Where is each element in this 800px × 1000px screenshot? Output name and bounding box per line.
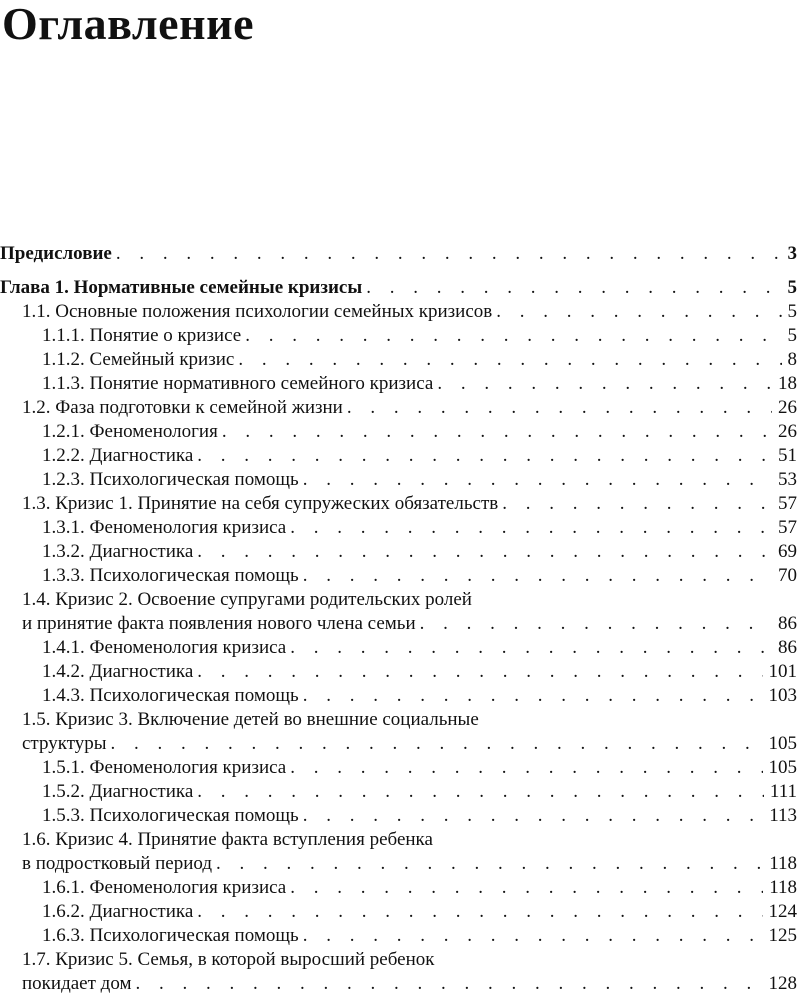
dot-leader — [197, 444, 772, 468]
toc-entry[interactable] — [0, 636, 797, 660]
toc-page-number: 86 — [778, 637, 797, 658]
toc-entry-label: 1.4.1. Феноменология кризиса — [42, 637, 287, 658]
dot-leader — [290, 876, 763, 900]
dot-leader — [303, 804, 764, 828]
dot-leader — [502, 492, 772, 516]
toc-entry-label: 1.1. Основные положения психологии семейных кризисов — [22, 301, 493, 322]
toc-entry-label: 1.6.2. Диагностика — [42, 901, 194, 922]
page-title: Оглавление — [2, 0, 255, 49]
toc-entry-label: 1.1.1. Понятие о кризисе — [42, 325, 242, 346]
toc-entry[interactable] — [0, 756, 797, 780]
dot-leader — [303, 564, 772, 588]
toc-page-number: 105 — [768, 733, 797, 754]
toc-entry-label-continued: в подростковый период — [22, 853, 213, 874]
toc-entry[interactable] — [0, 828, 797, 876]
toc-entry-label: 1.6.3. Психологическая помощь — [42, 925, 299, 946]
toc-page-number: 26 — [778, 421, 797, 442]
toc-entry[interactable] — [0, 540, 797, 564]
toc-entry-label: 1.3.3. Психологическая помощь — [42, 565, 299, 586]
toc-page-number: 26 — [778, 397, 797, 418]
toc-page-number: 8 — [787, 349, 797, 370]
dot-leader — [496, 300, 781, 324]
toc-entry[interactable] — [0, 396, 797, 420]
toc-entry-label: 1.4.3. Психологическая помощь — [42, 685, 299, 706]
toc-entry[interactable] — [0, 780, 797, 804]
toc-entry-label: 1.3.2. Диагностика — [42, 541, 194, 562]
toc-entry-label: 1.7. Кризис 5. Семья, в которой выросший ребенок — [22, 949, 435, 970]
toc-entry[interactable] — [0, 684, 797, 708]
toc-entry-label-continued: структуры — [22, 733, 107, 754]
toc-entry-label: 1.1.3. Понятие нормативного семейного кризиса — [42, 373, 434, 394]
dot-leader — [197, 780, 764, 804]
toc-page-number: 125 — [768, 925, 797, 946]
toc-entry-label: 1.4. Кризис 2. Освоение супругами родительских ролей — [22, 589, 472, 610]
toc-entry[interactable] — [0, 900, 797, 924]
dot-leader — [290, 756, 762, 780]
dot-leader — [303, 468, 772, 492]
toc-entry[interactable] — [0, 804, 797, 828]
dot-leader — [222, 420, 772, 444]
dot-leader — [347, 396, 772, 420]
toc-entry[interactable] — [0, 420, 797, 444]
dot-leader — [116, 242, 782, 266]
toc-entry[interactable] — [0, 348, 797, 372]
toc-entry-label: 1.5.1. Феноменология кризиса — [42, 757, 287, 778]
dot-leader — [216, 852, 763, 876]
dot-leader — [197, 660, 762, 684]
dot-leader — [290, 516, 772, 540]
dot-leader — [197, 900, 762, 924]
toc-entry[interactable] — [0, 924, 797, 948]
toc-page-number: 57 — [778, 493, 797, 514]
toc-entry[interactable] — [0, 708, 797, 756]
toc-page-number: 53 — [778, 469, 797, 490]
toc-page-number: 103 — [768, 685, 797, 706]
toc-page-number: 69 — [778, 541, 797, 562]
toc-entry-label: 1.4.2. Диагностика — [42, 661, 194, 682]
toc-entry[interactable] — [0, 444, 797, 468]
toc-page-number: 105 — [768, 757, 797, 778]
toc-entry[interactable] — [0, 564, 797, 588]
dot-leader — [437, 372, 772, 396]
toc-entry-label: 1.2. Фаза подготовки к семейной жизни — [22, 397, 343, 418]
toc-entry[interactable] — [0, 660, 797, 684]
toc-page-number: 3 — [787, 243, 797, 264]
toc-page-number: 118 — [769, 877, 797, 898]
toc-page-number: 57 — [778, 517, 797, 538]
dot-leader — [245, 324, 781, 348]
toc-entry-label: 1.2.2. Диагностика — [42, 445, 194, 466]
toc-entry[interactable] — [0, 588, 797, 636]
toc-entry-label: 1.5.3. Психологическая помощь — [42, 805, 299, 826]
toc-entry[interactable] — [0, 516, 797, 540]
toc-entry-label: 1.3.1. Феноменология кризиса — [42, 517, 287, 538]
dot-leader — [111, 732, 763, 756]
toc-page-number: 111 — [769, 781, 797, 802]
toc-entry-label: 1.6.1. Феноменология кризиса — [42, 877, 287, 898]
dot-leader — [303, 924, 763, 948]
toc-entry[interactable] — [0, 468, 797, 492]
toc-entry[interactable] — [0, 324, 797, 348]
toc-entry-label: 1.3. Кризис 1. Принятие на себя супружеских обязательств — [22, 493, 499, 514]
toc-page-number: 5 — [787, 325, 797, 346]
toc-entry[interactable] — [0, 276, 797, 300]
dot-leader — [420, 612, 772, 636]
toc-entry[interactable] — [0, 492, 797, 516]
toc-entry-label-continued: покидает дом — [22, 973, 132, 994]
toc-entry-label: 1.1.2. Семейный кризис — [42, 349, 235, 370]
toc-page-number: 51 — [778, 445, 797, 466]
toc-entry[interactable] — [0, 300, 797, 324]
toc-entry-label: 1.6. Кризис 4. Принятие факта вступления ребенка — [22, 829, 433, 850]
toc-page-number: 5 — [787, 277, 797, 298]
toc-entry-label: Глава 1. Нормативные семейные кризисы — [0, 277, 363, 298]
toc-entry[interactable] — [0, 242, 797, 266]
table-of-contents — [0, 242, 797, 996]
dot-leader — [238, 348, 781, 372]
dot-leader — [197, 540, 772, 564]
toc-page-number: 113 — [769, 805, 797, 826]
toc-entry-label: 1.2.1. Феноменология — [42, 421, 218, 442]
toc-page-number: 70 — [778, 565, 797, 586]
toc-page-number: 5 — [787, 301, 797, 322]
toc-page-number: 128 — [768, 973, 797, 994]
toc-entry[interactable] — [0, 372, 797, 396]
dot-leader — [366, 276, 781, 300]
toc-entry-label: Предисловие — [0, 243, 112, 264]
dot-leader — [290, 636, 772, 660]
toc-entry-label: 1.5.2. Диагностика — [42, 781, 194, 802]
toc-page-number: 18 — [778, 373, 797, 394]
toc-page-number: 86 — [778, 613, 797, 634]
toc-entry[interactable] — [0, 876, 797, 900]
dot-leader — [135, 972, 762, 996]
toc-entry-label-continued: и принятие факта появления нового члена семьи — [22, 613, 416, 634]
toc-page-number: 101 — [768, 661, 797, 682]
toc-entry[interactable] — [0, 948, 797, 996]
toc-page-number: 124 — [768, 901, 797, 922]
toc-page-number: 118 — [769, 853, 797, 874]
toc-entry-label: 1.2.3. Психологическая помощь — [42, 469, 299, 490]
dot-leader — [303, 684, 763, 708]
toc-entry-label: 1.5. Кризис 3. Включение детей во внешние социальные — [22, 709, 479, 730]
